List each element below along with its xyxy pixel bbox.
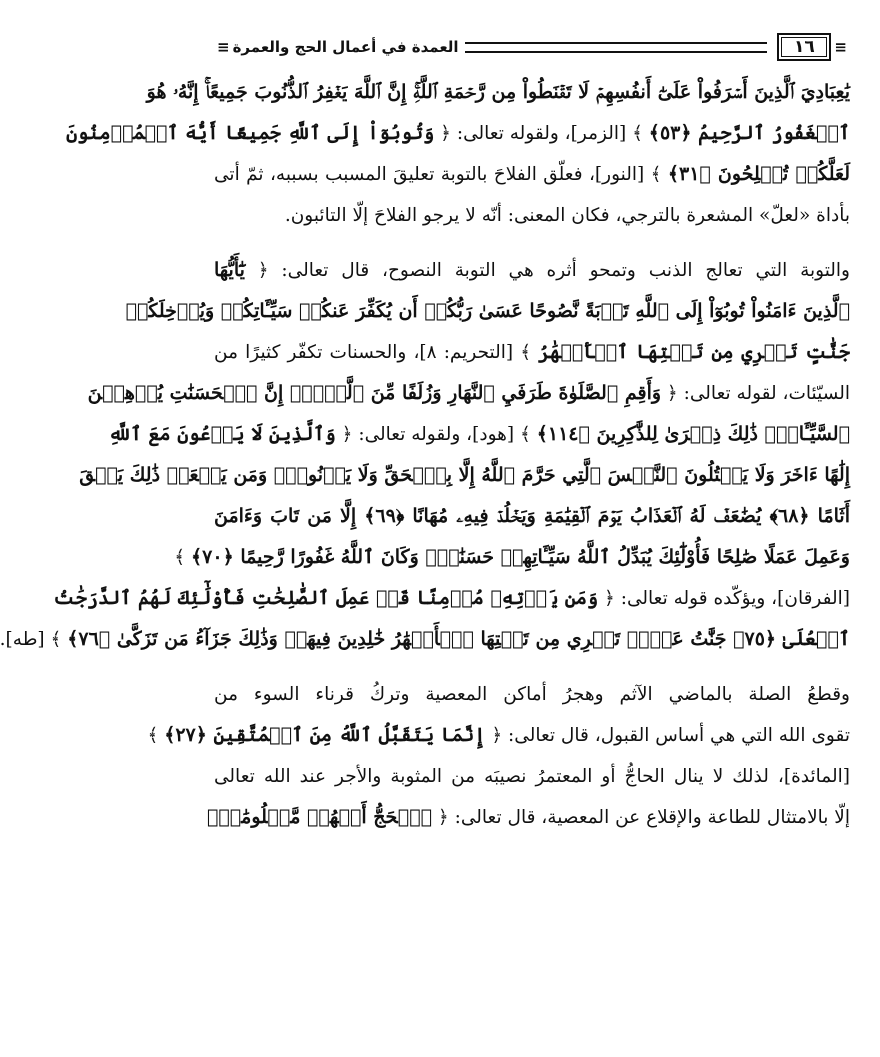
page-body [0, 72, 851, 838]
text-line [214, 332, 850, 373]
body-text: [المائدة]، لذلك لا ينال الحاجُّ أو المعتمرُ نصيبَه من المثوبة والأجر عند الله تعالى [214, 766, 850, 787]
text-line [214, 195, 850, 236]
quran-verse-text: لَعَلَّكُمۡ تُفۡلِحُونَ ﴿٣١﴾ [667, 163, 851, 185]
body-text: ﴾ [طه]. [0, 629, 68, 650]
page-number: ١٦ [777, 33, 831, 61]
body-text: بأداة «لعلّ» المشعرة بالترجي، فكان المعنى: أنّه لا يرجو الفلاحَ إلّا التائبون. [284, 205, 850, 226]
quran-verse-text: وَٱلَّذِينَ لَا يَدۡعُونَ مَعَ ٱللَّهِ [108, 423, 336, 445]
header-ornament-right: ≡ [834, 38, 847, 56]
quran-verse-text: ٱلۡعُلَىٰ ﴿٧٥﴾ جَنَّٰتُ عَدۡنٖ تَجۡرِي مِن تَحۡتِهَا ٱلۡأَنۡهَٰرُ خَٰلِدِينَ فِيهَاۚ وَذَٰلِكَ جَزَآءُ مَن تَزَكَّىٰ ﴿٧٦﴾ [67, 628, 850, 650]
body-text: ﴾ [174, 547, 192, 568]
text-line [206, 797, 850, 838]
text-line [214, 496, 850, 537]
body-text: ﴾ [النور]، فعلّق الفلاحَ بالتوبة تعليقَ المسبب بسببه، ثمّ أتى [214, 164, 668, 185]
quran-verse-text: وَأَقِمِ ٱلصَّلَوٰةَ طَرَفَيِ ٱلنَّهَارِ وَزُلَفًا مِّنَ ٱلَّيۡلِۚ إِنَّ ٱلۡحَسَنَٰتِ يُذۡهِبۡنَ [87, 382, 662, 404]
text-line [174, 537, 850, 578]
paragraph [147, 674, 850, 838]
text-line [146, 72, 850, 113]
text-line [214, 250, 850, 291]
text-line [214, 674, 850, 715]
quran-verse-text: يَٰعِبَادِيَ ٱلَّذِينَ أَسۡرَفُواْ عَلَىٰٓ أَنفُسِهِمۡ لَا تَقۡنَطُواْ مِن رَّحۡمَةِ ٱللَّهِۚ إِنَّ ٱللَّهَ يَغۡفِرُ ٱلذُّنُوبَ جَمِيعًاۚ إِنَّهُۥ هُوَ [146, 81, 850, 103]
body-text: إلّا بالامتثال للطاعة والإقلاع عن المعصية، قال تعالى: ﴿ [432, 807, 850, 828]
text-line [79, 455, 850, 496]
body-text: [الفرقان]، ويؤكّده قوله تعالى: ﴿ [598, 588, 850, 609]
body-text: ﴾ [هود]، ولقوله تعالى: ﴿ [335, 424, 537, 445]
book-title: العمدة في أعمال الحج والعمرة [232, 38, 459, 56]
quran-verse-text: جَنَّٰتٍ تَجۡرِي مِن تَحۡتِهَا ٱلۡأَنۡهَٰرُ [538, 341, 851, 363]
quran-verse-text: أَثَامًا ﴿٦٨﴾ يُضَٰعَفۡ لَهُ ٱلۡعَذَابُ يَوۡمَ ٱلۡقِيَٰمَةِ وَيَخۡلُدۡ فِيهِۦ مُهَانًا ﴿٦٩﴾ إِلَّا مَن تَابَ وَءَامَنَ [214, 505, 850, 527]
quran-verse-text: وَتُوبُوٓاْ إِلَى ٱللَّهِ جَمِيعًا أَيُّهَ ٱلۡمُؤۡمِنُونَ [66, 122, 435, 144]
text-line [66, 113, 850, 154]
text-line [214, 154, 850, 195]
quran-verse-text: يَٰٓأَيُّهَا [214, 259, 245, 281]
book-page [0, 30, 851, 1020]
quran-verse-text: ٱلۡحَجُّ أَشۡهُرٞ مَّعۡلُومَٰتٞۚ [206, 806, 433, 828]
quran-verse-text: ٱلَّذِينَ ءَامَنُواْ تُوبُوٓاْ إِلَى ٱللَّهِ تَوۡبَةً نَّصُوحًا عَسَىٰ رَبُّكُمۡ أَن يُكَفِّرَ عَنكُمۡ سَيِّـَٔاتِكُمۡ وَيُدۡخِلَكُمۡ [125, 300, 850, 322]
header-ornament-left: ≡ [217, 38, 230, 56]
text-line [0, 619, 850, 660]
text-line [87, 373, 850, 414]
running-header [214, 30, 850, 64]
quran-verse-text: وَمَن يَأۡتِهِۦ مُؤۡمِنًا قَدۡ عَمِلَ ٱلصَّٰلِحَٰتِ فَأُوْلَٰٓئِكَ لَهُمُ ٱلدَّرَجَٰتُ [53, 587, 599, 609]
text-line [53, 578, 850, 619]
body-text: وقطعُ الصلة بالماضي الآثم وهجرُ أماكن المعصية وتركُ قرناء السوء من [214, 684, 850, 705]
body-text: ﴾ [التحريم: ٨]، والحسنات تكفّر كثيرًا من [214, 342, 539, 363]
quran-verse-text: وَعَمِلَ عَمَلًا صَٰلِحًا فَأُوْلَٰٓئِكَ يُبَدِّلُ ٱللَّهُ سَيِّـَٔاتِهِمۡ حَسَنَٰتٍۗ وَكَانَ ٱللَّهُ غَفُورًا رَّحِيمًا ﴿٧٠﴾ [191, 546, 850, 568]
body-text: ﴾ [147, 725, 165, 746]
quran-verse-text: إِلَٰهًا ءَاخَرَ وَلَا يَقۡتُلُونَ ٱلنَّفۡسَ ٱلَّتِي حَرَّمَ ٱللَّهُ إِلَّا بِٱلۡحَقِّ وَلَا يَزۡنُونَۚ وَمَن يَفۡعَلۡ ذَٰلِكَ يَلۡقَ [79, 464, 850, 486]
text-line [214, 756, 850, 797]
text-line [108, 414, 850, 455]
body-text: تقوى الله التي هي أساس القبول، قال تعالى: ﴿ [485, 725, 850, 746]
quran-verse-text: ٱلۡغَفُورُ ٱلرَّحِيمُ ﴿٥٣﴾ [648, 122, 850, 144]
quran-verse-text: إِنَّمَا يَتَقَبَّلُ ٱللَّهُ مِنَ ٱلۡمُتَّقِينَ ﴿٢٧﴾ [164, 724, 486, 746]
body-text: السيّئات، لقوله تعالى: ﴿ [661, 383, 850, 404]
header-double-rule [465, 42, 768, 53]
paragraph [0, 250, 851, 660]
paragraph [66, 72, 851, 236]
body-text: والتوبة التي تعالج الذنب وتمحو أثره هي التوبة النصوح، قال تعالى: ﴿ [244, 260, 850, 281]
body-text: ﴾ [الزمر]، ولقوله تعالى: ﴿ [434, 123, 649, 144]
text-line [147, 715, 850, 756]
text-line [125, 291, 850, 332]
quran-verse-text: ٱلسَّيِّـَٔاتِۚ ذَٰلِكَ ذِكۡرَىٰ لِلذَّٰكِرِينَ ﴿١١٤﴾ [536, 423, 850, 445]
